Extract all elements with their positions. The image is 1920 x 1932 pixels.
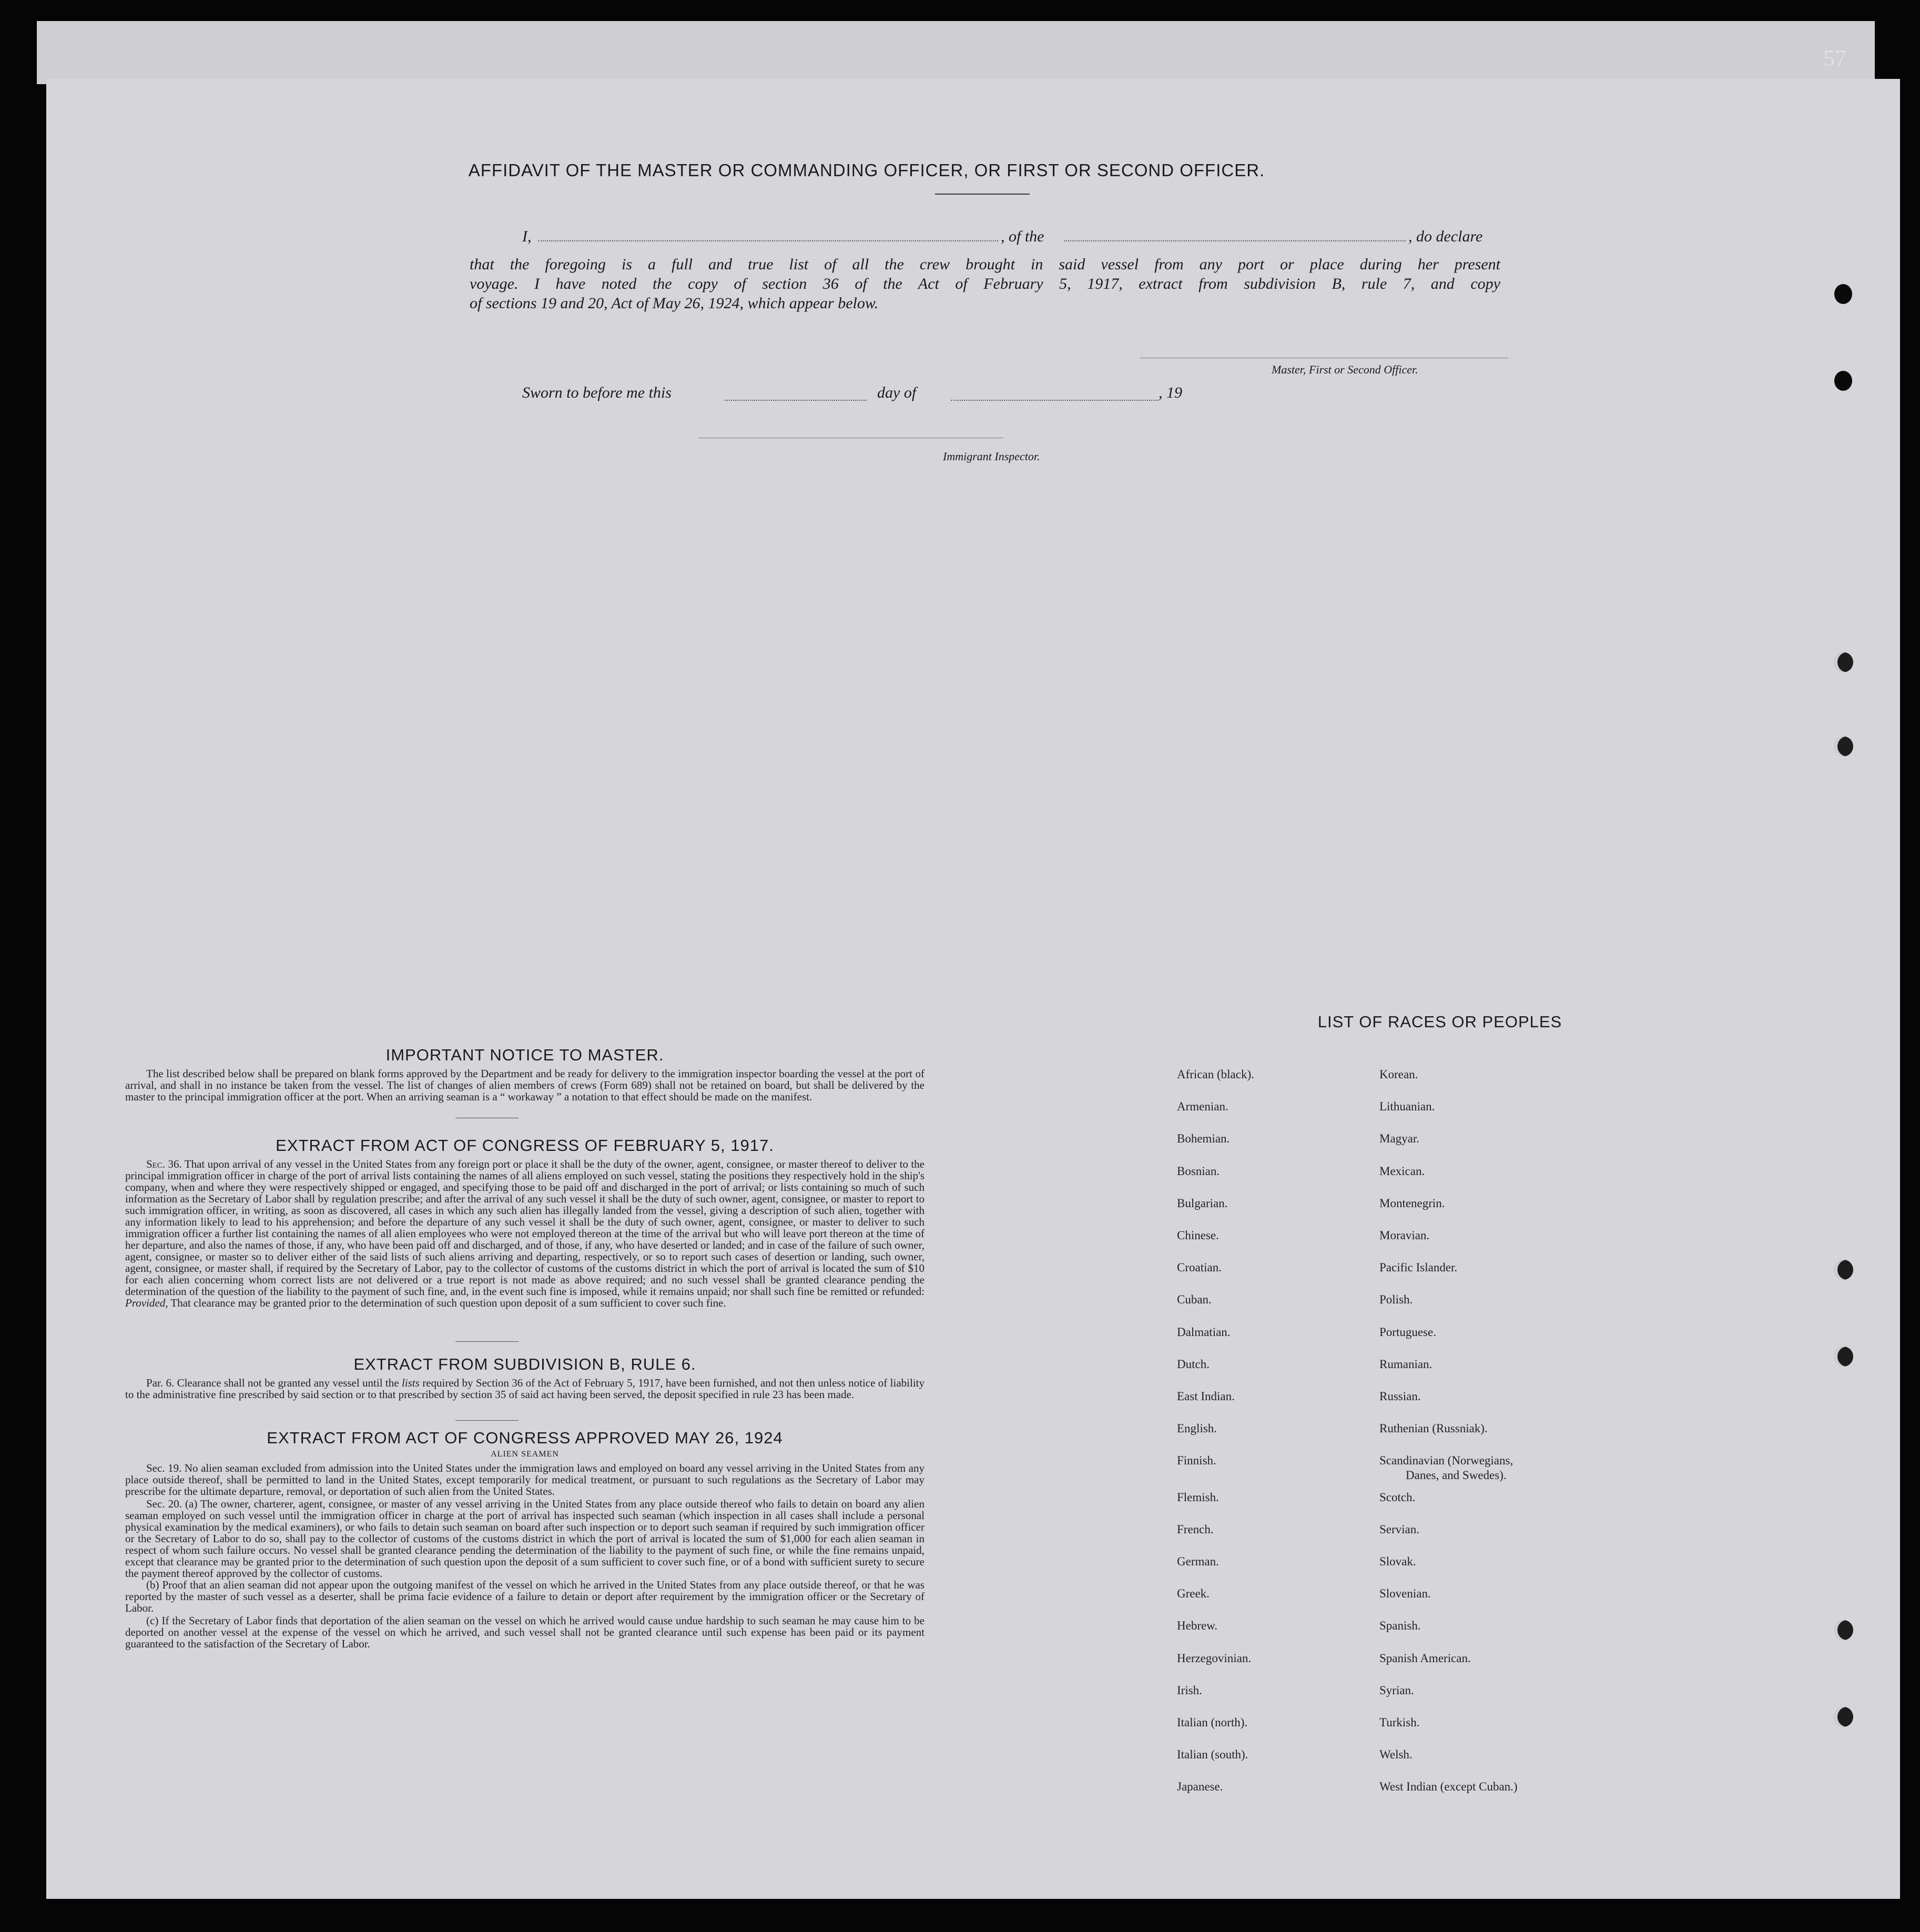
race-item-right: Slovak. (1379, 1555, 1416, 1568)
race-item-left: Italian (north). (1177, 1716, 1248, 1729)
race-item-right: Magyar. (1379, 1132, 1420, 1146)
race-item-left: Italian (south). (1177, 1748, 1248, 1762)
race-item-left: German. (1177, 1555, 1219, 1568)
race-item-right: Welsh. (1379, 1748, 1413, 1762)
binder-ring (1834, 1707, 1853, 1727)
vessel-blank (1064, 240, 1406, 241)
extract-1917-text (125, 1158, 925, 1309)
race-item-right: Scotch. (1379, 1490, 1416, 1504)
race-item-right: West Indian (except Cuban.) (1379, 1780, 1518, 1794)
race-item-left: Cuban. (1177, 1293, 1212, 1307)
name-blank (538, 240, 998, 241)
race-item-left: Croatian. (1177, 1261, 1222, 1274)
section-divider (455, 1420, 519, 1421)
provided-word: Provided, (125, 1297, 168, 1309)
affidavit-declare: , do declare (1408, 228, 1483, 245)
affidavit-i: I, (522, 228, 532, 245)
subdivision-title: EXTRACT FROM SUBDIVISION B, RULE 6. (353, 1355, 696, 1373)
race-item-left: Finnish. (1177, 1454, 1216, 1468)
subdivision-text (125, 1377, 925, 1400)
race-item-right: Rumanian. (1379, 1357, 1433, 1371)
notice-title: IMPORTANT NOTICE TO MASTER. (385, 1046, 664, 1064)
affidavit-line-2: that the foregoing is a full and true list of all the crew brought in said vessel from any port or place during her present (470, 256, 1500, 273)
race-item-left: Armenian. (1177, 1100, 1228, 1114)
race-item-right: Lithuanian. (1379, 1100, 1435, 1114)
binder-ring (1834, 1347, 1853, 1367)
sworn-day-label: day of (877, 384, 917, 401)
extract-1917-title: EXTRACT FROM ACT OF CONGRESS OF FEBRUARY 5, 1917. (276, 1136, 774, 1155)
alien-seamen-subtitle: ALIEN SEAMEN (491, 1450, 559, 1459)
sworn-day-blank (725, 400, 867, 401)
binder-hole (1834, 371, 1852, 391)
race-item-right: Russian. (1379, 1390, 1421, 1403)
page-top-edge (37, 21, 1875, 84)
race-item-right: Mexican. (1379, 1164, 1425, 1178)
race-item-right: Polish. (1379, 1293, 1413, 1307)
section-36-label: Sec. 36. (146, 1158, 182, 1170)
race-item-right: Montenegrin. (1379, 1196, 1445, 1210)
race-item-left: Hebrew. (1177, 1619, 1218, 1633)
sworn-year: , 19 (1159, 384, 1182, 401)
race-item-left: African (black). (1177, 1068, 1254, 1081)
binder-ring (1834, 1620, 1853, 1640)
race-item-left: Japanese. (1177, 1780, 1223, 1794)
race-item-right: Syrian. (1379, 1683, 1414, 1697)
binder-ring (1834, 652, 1853, 672)
race-item-right: Servian. (1379, 1522, 1420, 1536)
rule-6-start: Par. 6. Clearance shall not be granted any vessel until the (146, 1377, 399, 1389)
document-sheet (46, 79, 1900, 1899)
rule-6-rest: required by Section 36 of the Act of February 5, 1917, have been furnished, and not then unless notice of liability to the administrative fine prescribed by said section or to that prescribed by section 35 of said act having been served, the deposit specified in rule 23 has been made. (125, 1377, 925, 1401)
affidavit-line-4: of sections 19 and 20, Act of May 26, 1924, which appear below. (470, 295, 879, 312)
race-item-right: Pacific Islander. (1379, 1261, 1458, 1274)
page-number: 57 (1823, 45, 1846, 71)
section-20b-text: (b) Proof that an alien seaman did not appear upon the outgoing manifest of the vessel on which he arrived in the United States from any place outside thereof, or that he was reported by the master of such vessel as a deserter, shall be prima facie evidence of a failure to detain or deport after requirement by the immigration officer or the Secretary of Labor. (125, 1579, 925, 1614)
race-item-left: Bulgarian. (1177, 1196, 1228, 1210)
race-item-left: Flemish. (1177, 1490, 1219, 1504)
affidavit-title: AFFIDAVIT OF THE MASTER OR COMMANDING OFFICER, OR FIRST OR SECOND OFFICER. (468, 160, 1265, 180)
race-item-left: Dutch. (1177, 1357, 1210, 1371)
extract-1924-title: EXTRACT FROM ACT OF CONGRESS APPROVED MAY 26, 1924 (267, 1429, 783, 1447)
sworn-prefix: Sworn to before me this (522, 384, 672, 401)
binder-ring (1834, 1260, 1853, 1280)
race-item-right: Ruthenian (Russniak). (1379, 1422, 1488, 1435)
race-item-left: Chinese. (1177, 1229, 1219, 1242)
race-item-left: French. (1177, 1522, 1214, 1536)
race-item-left: Greek. (1177, 1587, 1210, 1601)
race-item-left: English. (1177, 1422, 1217, 1435)
notice-text: The list described below shall be prepared on blank forms approved by the Department and be ready for delivery to the immigration inspector boarding the vessel at the port of arrival, and shall in no instance be taken from the vessel. The list of changes of alien members of crews (Form 689) shall not be retained on board, but shall be delivered by the master to the principal immigration officer at the port. When an arriving seaman is a “ workaway ” a notation to that effect should be made on the manifest. (125, 1067, 925, 1103)
races-title: LIST OF RACES OR PEOPLES (1317, 1013, 1562, 1031)
binder-ring (1834, 736, 1853, 756)
race-item-left: Dalmatian. (1177, 1325, 1231, 1339)
sworn-month-blank (951, 400, 1159, 401)
race-item-right: Danes, and Swedes). (1406, 1469, 1507, 1482)
race-item-left: Herzegovinian. (1177, 1651, 1252, 1665)
section-36-tail: That clearance may be granted prior to the determination of such question upon deposit of a sum sufficient to cover such fine. (170, 1297, 726, 1309)
race-item-right: Korean. (1379, 1068, 1418, 1081)
race-item-right: Spanish. (1379, 1619, 1421, 1633)
inspector-signature-label: Immigrant Inspector. (943, 450, 1040, 463)
section-20c-text: (c) If the Secretary of Labor finds that deportation of the alien seaman on the vessel on which he arrived would cause undue hardship to such seaman he may cause him to be deported on another vessel at the expense of the vessel on which he arrived, and such vessel shall not be granted clearance until such expense has been paid or its payment guaranteed to the satisfaction of the Secretary of Labor. (125, 1614, 925, 1650)
race-item-right: Slovenian. (1379, 1587, 1431, 1601)
affidavit-of-the: , of the (1001, 228, 1044, 245)
title-divider (935, 194, 1030, 195)
race-item-left: East Indian. (1177, 1390, 1235, 1403)
race-item-left: Irish. (1177, 1683, 1202, 1697)
affidavit-line-3: voyage. I have noted the copy of section 36 of the Act of February 5, 1917, extract from subdivision B, rule 7, and copy (470, 275, 1500, 292)
section-divider (455, 1341, 519, 1342)
race-item-right: Moravian. (1379, 1229, 1430, 1242)
section-36-body: That upon arrival of any vessel in the United States from any foreign port or place it shall be the duty of the owner, agent, consignee, or master thereof to deliver to the principal immigration officer in charge of the port of arrival lists containing the names of all aliens employed on such vessel, stating the positions they respectively hold in the ship's company, when and where they were respectively shipped or engaged, and specifying those to be paid off and discharged in the port of arrival; or lists containing so much of such information as the Secretary of Labor shall by regulation prescribe; and after the arrival of any such vessel it shall be the duty of such owner, agent, consignee, or master to report to such immigration officer, in writing, as soon as discovered, all cases in which any such alien has illegally landed from the vessel, giving a description of such alien, together with any information likely to lead to his apprehension; and before the departure of any such vessel it shall be the duty of such owner, agent, consignee, or master to deliver to such immigration officer a further list containing the names of all alien employees who were not employed thereon at the time of the arrival but who will leave port thereon at the time of her departure, and also the names of those, if any, who have been paid off and discharged, and of those, if any, who have deserted or landed; and in case of the failure of such owner, agent, consignee, or master so to deliver either of the said lists of such aliens arriving and departing, respectively, or so to report such cases of desertion or landing, such owner, agent, consignee, or master shall, if required by the Secretary of Labor, pay to the collector of customs of the customs district in which the port of arrival is located the sum of $10 for each alien concerning whom correct lists are not delivered or a true report is not made as above required; and no such vessel shall be granted clearance pending the determination of the question of the liability to the payment of such fine, and, in the event such fine is imposed, while it remains unpaid; nor shall such fine be remitted or refunded: (125, 1158, 925, 1298)
section-19-text: Sec. 19. No alien seaman excluded from admission into the United States under the immigration laws and employed on board any vessel arriving in the United States from any place outside thereof, shall be permitted to land in the United States, except temporarily for medical treatment, or pursuant to such regulations as the Secretary of Labor may prescribe for the ultimate departure, removal, or deportation of such alien from the United States. (125, 1462, 925, 1498)
race-item-left: Bosnian. (1177, 1164, 1220, 1178)
race-item-right: Portuguese. (1379, 1325, 1436, 1339)
race-item-right: Turkish. (1379, 1716, 1420, 1729)
race-item-left: Bohemian. (1177, 1132, 1230, 1146)
race-item-right: Scandinavian (Norwegians, (1379, 1454, 1513, 1468)
binder-hole (1834, 284, 1852, 304)
race-item-right: Spanish American. (1379, 1651, 1471, 1665)
section-20a-text: Sec. 20. (a) The owner, charterer, agent, consignee, or master of any vessel arriving in the United States from any place outside thereof who fails to detain on board any alien seaman employed on such vessel until the immigration officer in charge at the port of arrival has inspected such seaman (which inspection in all cases shall include a personal physical examination by the medical examiners), or who fails to detain such seaman on board after such inspection or to deport such seaman if required by such immigration officer or the Secretary of Labor to do so, shall pay to the collector of customs of the customs district in which the port of arrival is located the sum of $1,000 for each alien seaman in respect of whom such failure occurs. No vessel shall be granted clearance pending the determination of the liability to the payment of such fine, or while the fine remains unpaid, except that clearance may be granted prior to the determination of such question upon the deposit of a sum sufficient to cover such fine, or of a bond with sufficient surety to secure the payment thereof approved by the collector of customs. (125, 1498, 925, 1580)
master-signature-label: Master, First or Second Officer. (1272, 363, 1418, 376)
lists-word: lists (401, 1377, 420, 1389)
